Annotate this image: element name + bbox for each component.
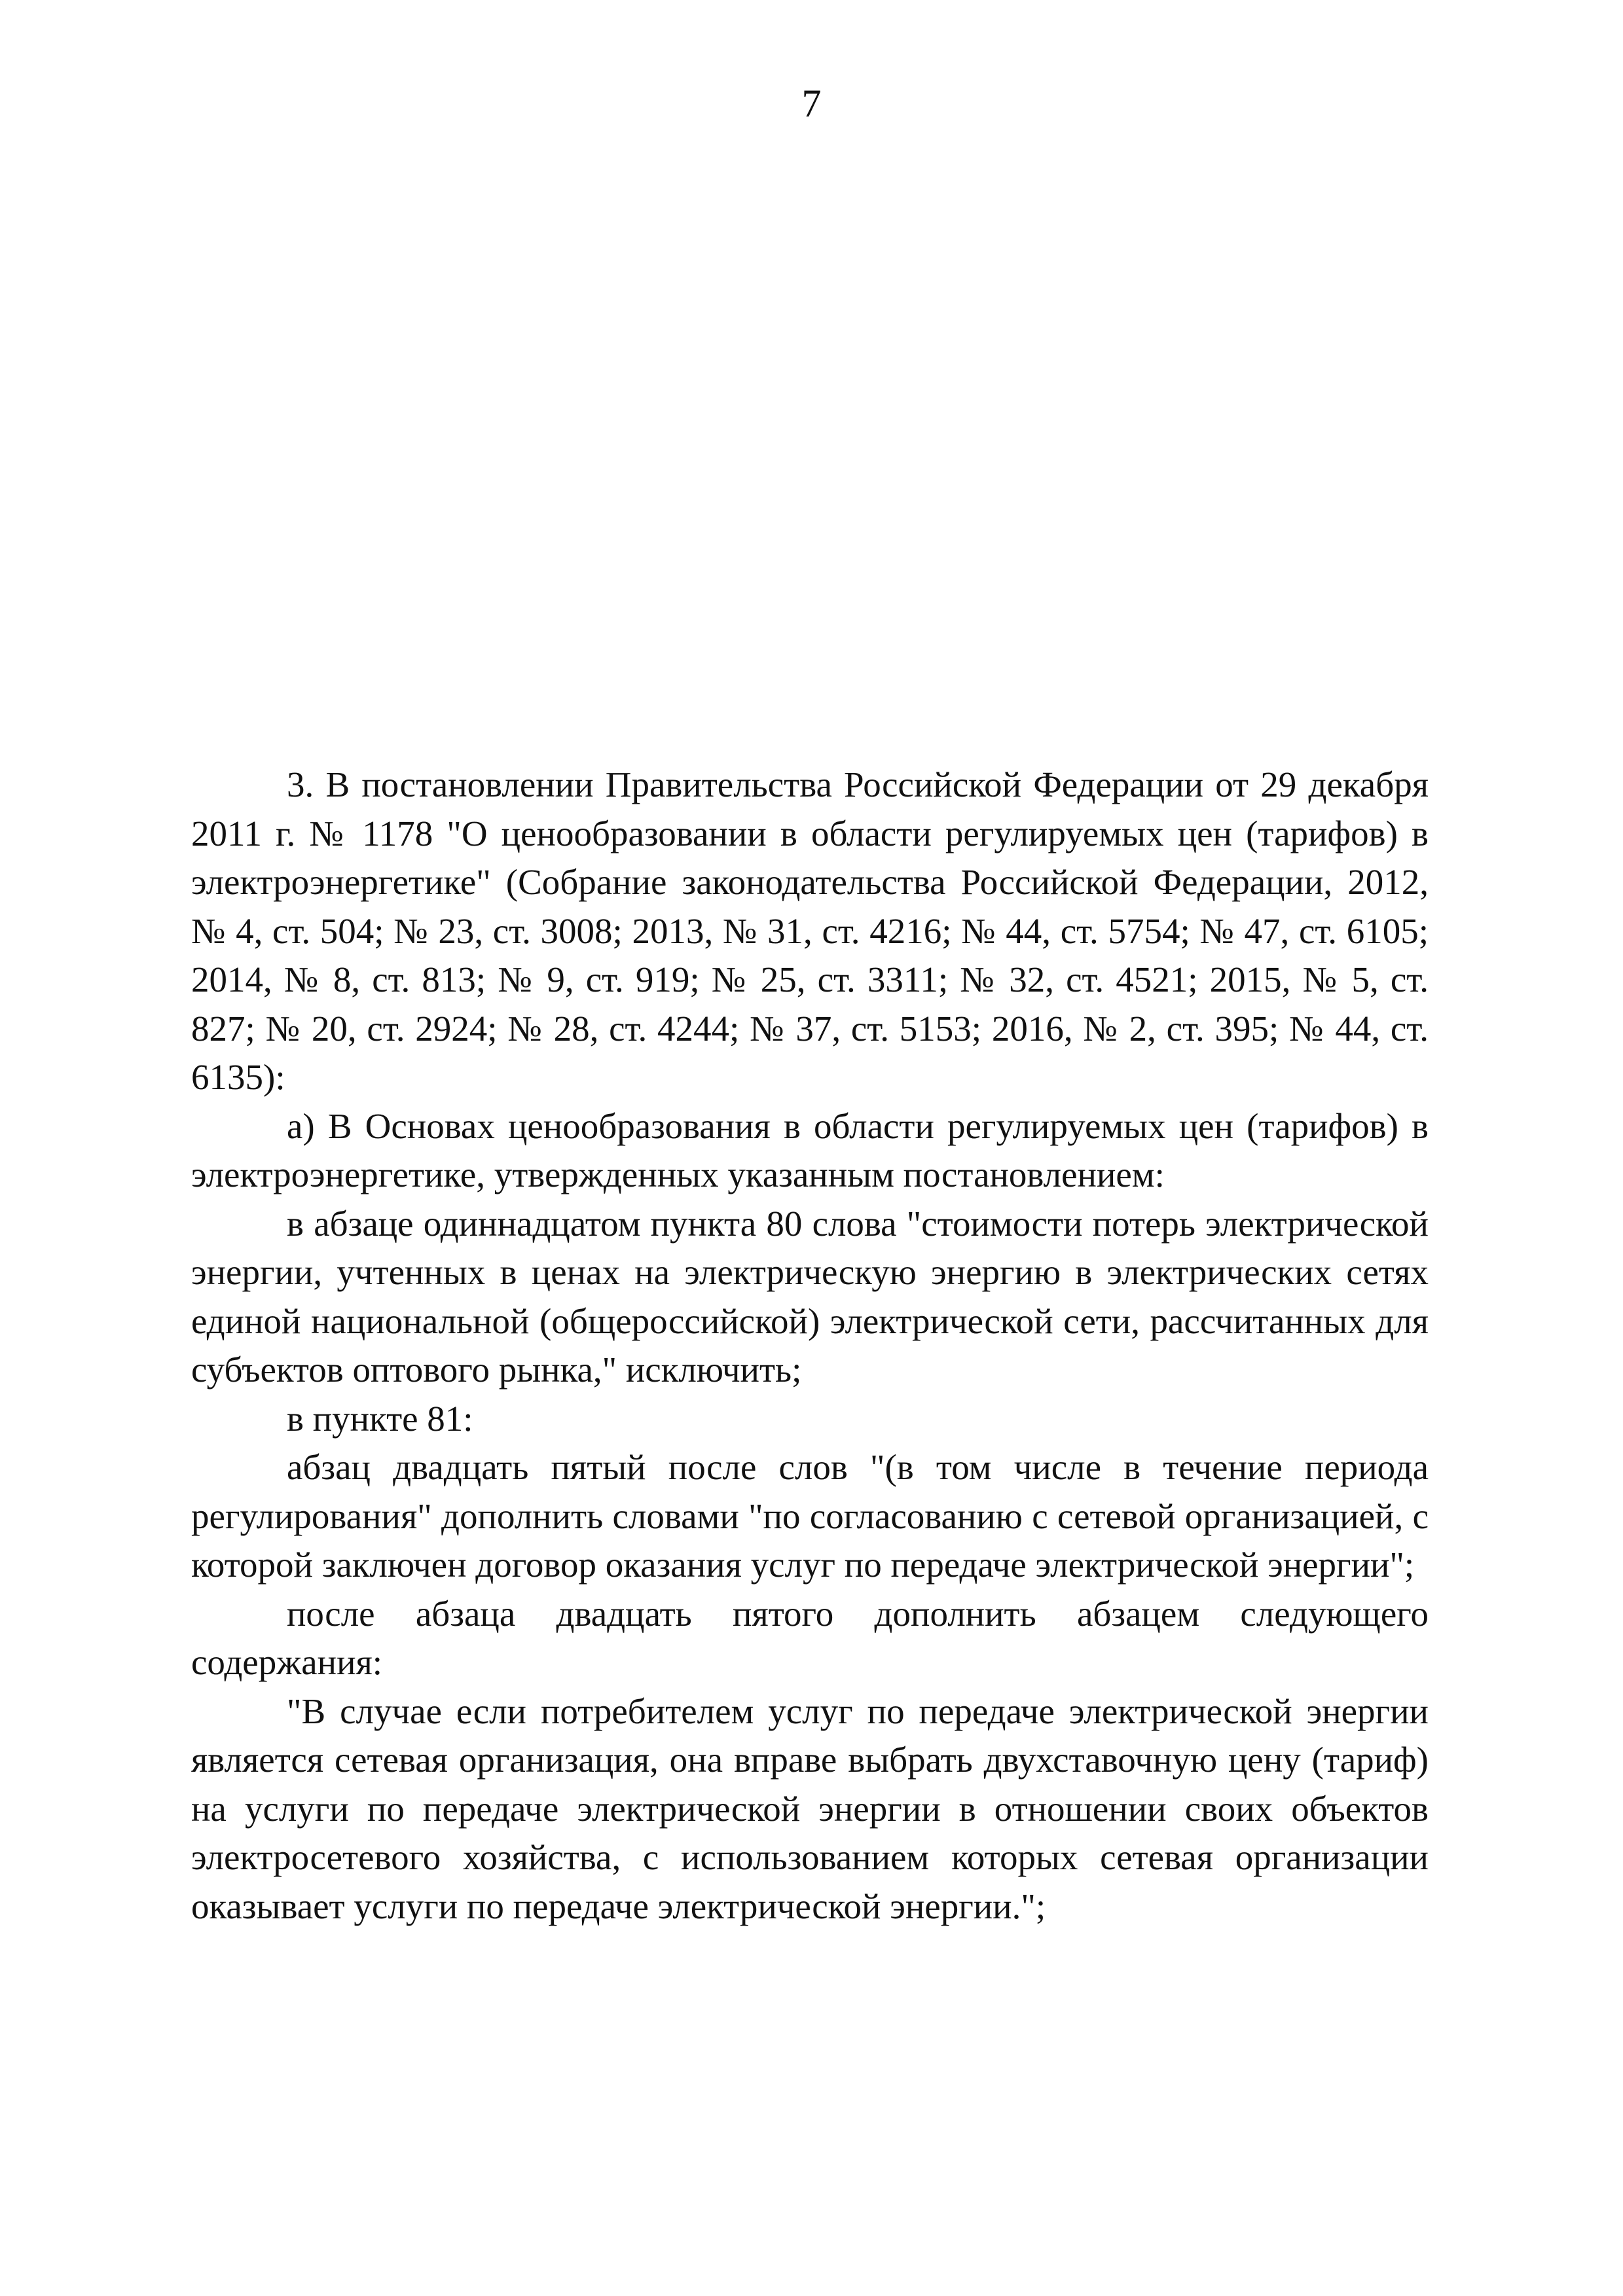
paragraph-point-81-heading: в пункте 81: [287, 1398, 473, 1439]
paragraph-new-abzac-intro: после абзаца двадцать пятого дополнить абзацем следующего содержания: [191, 1593, 1429, 1682]
paragraph-new-abzac-text: "В случае если потребителем услуг по передаче электрической энергии является сетевая организация, она вправе выбрать двухставочную цену (тариф) на услуги по передаче электрической энергии в отношении своих объектов электросетевого хозяйства, с использованием которых сетевая организации оказывает услуги по передаче электрической энергии."; [191, 1691, 1429, 1926]
paragraph-abzac-25-amendment: абзац двадцать пятый после слов "(в том числе в течение периода регулирования" дополнить словами "по согласованию с сетевой организацией, с которой заключен договор оказания услуг по передаче электрической энергии"; [191, 1447, 1429, 1585]
paragraph-subitem-a: а) В Основах ценообразования в области регулируемых цен (тарифов) в электроэнергетике, утвержденных указанным постановлением: [191, 1105, 1429, 1194]
paragraph-point-80-amendment: в абзаце одиннадцатом пункта 80 слова "стоимости потерь электрической энергии, учтенных в ценах на электрическую энергию в электрических сетях единой национальной (общероссийской) электрической сети, рассчитанных для субъектов оптового рынка," исключить; [191, 1203, 1429, 1390]
document-body [191, 761, 1429, 1931]
paragraph-3-intro: 3. В постановлении Правительства Российской Федерации от 29 декабря 2011 г. № 1178 "О ценообразовании в области регулируемых цен (тарифов) в электроэнергетике" (Собрание законодательства Российской Федерации, 2012, № 4, ст. 504; № 23, ст. 3008; 2013, № 31, ст. 4216; № 44, ст. 5754; № 47, ст. 6105; 2014, № 8, ст. 813; № 9, ст. 919; № 25, ст. 3311; № 32, ст. 4521; 2015, № 5, ст. 827; № 20, ст. 2924; № 28, ст. 4244; № 37, ст. 5153; 2016, № 2, ст. 395; № 44, ст. 6135): [191, 764, 1429, 1097]
page-number: 7 [801, 82, 822, 125]
